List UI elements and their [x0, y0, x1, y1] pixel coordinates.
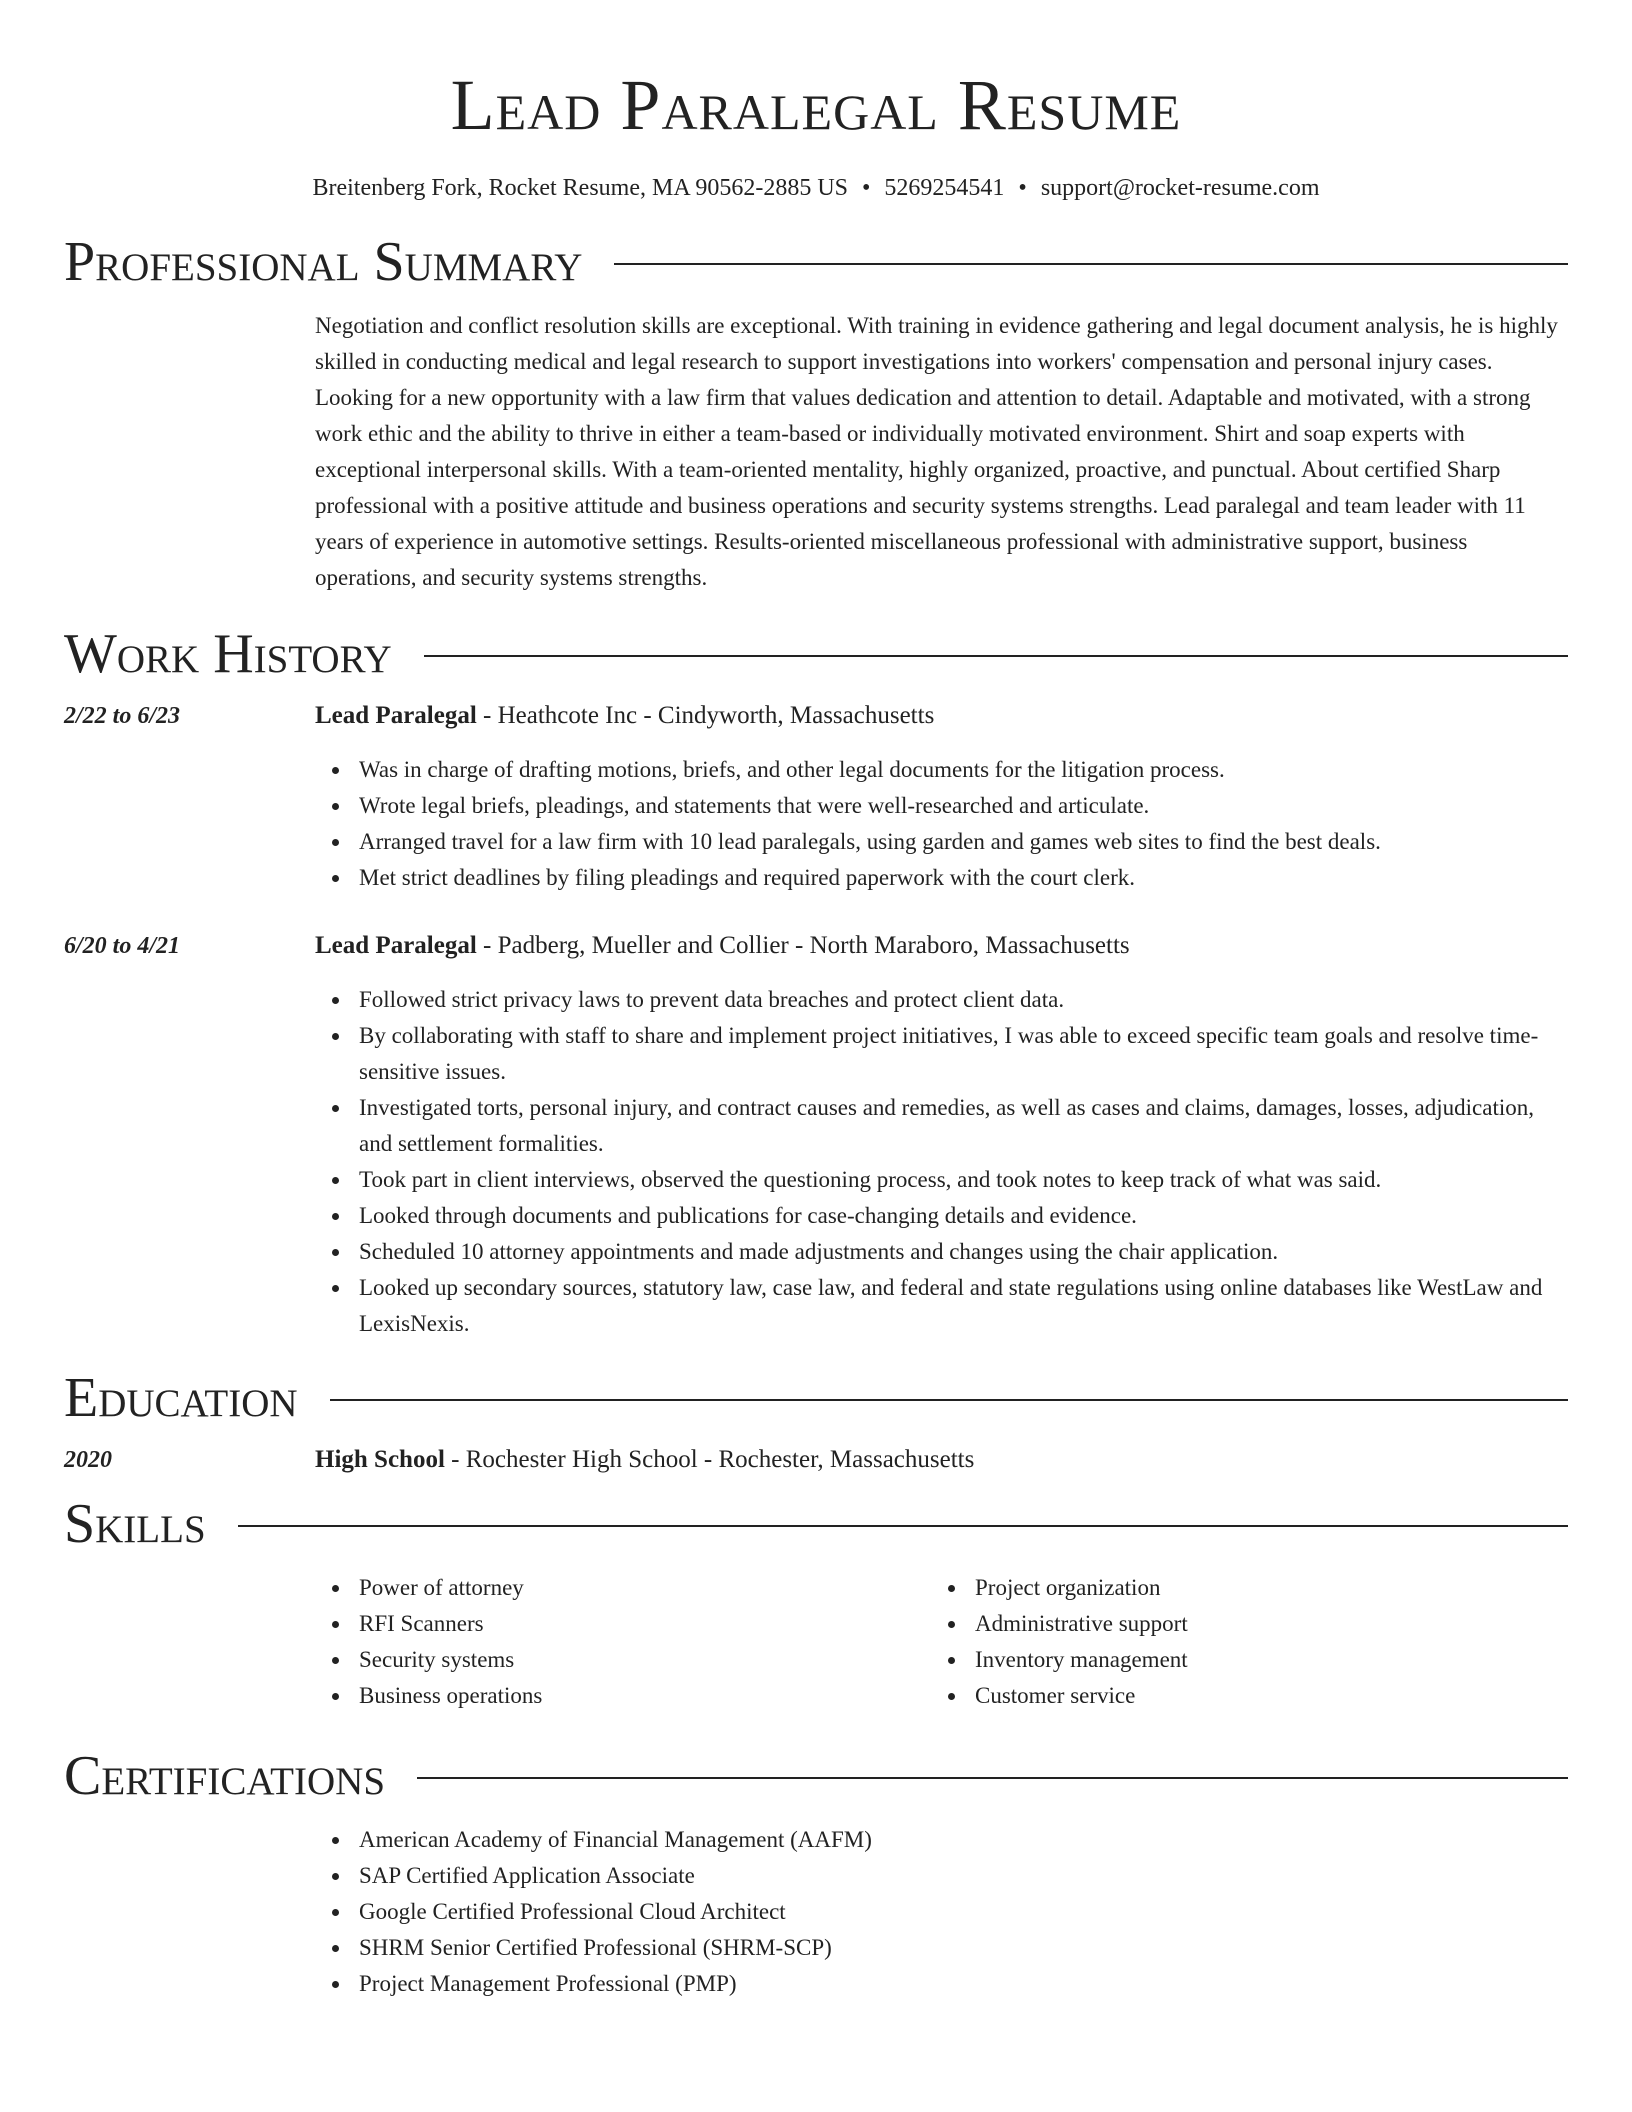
list-item: Looked through documents and publications for case-changing details and evidence.	[359, 1198, 1568, 1234]
skills-column-right	[681, 1570, 1297, 1714]
education-heading: Education	[64, 1367, 298, 1429]
certifications-section-heading	[64, 1744, 1568, 1808]
list-item: Administrative support	[975, 1606, 1297, 1642]
education-school: - Rochester High School - Rochester, Massachusetts	[444, 1446, 975, 1473]
education-year: 2020	[64, 1447, 112, 1473]
education-section-heading	[64, 1366, 1568, 1430]
list-item: Project Management Professional (PMP)	[359, 1966, 1568, 2002]
work-section-heading	[64, 622, 1568, 686]
contact-email: support@rocket-resume.com	[1040, 175, 1320, 201]
job-title: Lead Paralegal	[315, 932, 477, 959]
list-item: Met strict deadlines by filing pleadings and required paperwork with the court clerk.	[359, 860, 1568, 896]
job-role	[315, 928, 1130, 964]
certifications-list	[64, 1822, 1568, 2002]
job-entry	[64, 928, 1568, 1342]
job-employer: - Heathcote Inc - Cindyworth, Massachusetts	[476, 702, 935, 729]
contact-phone: 5269254541	[884, 175, 1005, 201]
list-item: Inventory management	[975, 1642, 1297, 1678]
list-item: Security systems	[359, 1642, 681, 1678]
list-item: By collaborating with staff to share and implement project initiatives, I was able to exceed specific team goals and resolve time-sensitive issues.	[359, 1018, 1568, 1090]
summary-heading: Professional Summary	[64, 231, 583, 293]
job-bullets	[64, 982, 1568, 1342]
contact-separator: •	[1018, 175, 1027, 201]
list-item: SAP Certified Application Associate	[359, 1858, 1568, 1894]
list-item: Power of attorney	[359, 1570, 681, 1606]
list-item: Customer service	[975, 1678, 1297, 1714]
section-rule	[330, 1399, 1568, 1401]
list-item: American Academy of Financial Management (AAFM)	[359, 1822, 1568, 1858]
list-item: Investigated torts, personal injury, and contract causes and remedies, as well as cases and claims, damages, losses, adjudication, and settlement formalities.	[359, 1090, 1568, 1162]
skills-section-heading	[64, 1492, 1568, 1556]
job-entry	[64, 698, 1568, 896]
section-rule	[238, 1525, 1568, 1527]
list-item: Was in charge of drafting motions, briefs, and other legal documents for the litigation process.	[359, 752, 1568, 788]
section-rule	[424, 655, 1568, 657]
list-item: Google Certified Professional Cloud Architect	[359, 1894, 1568, 1930]
skills-list	[64, 1570, 1568, 1714]
contact-line	[64, 172, 1568, 204]
education-entry	[64, 1442, 1568, 1478]
job-bullets	[64, 752, 1568, 896]
work-heading: Work History	[64, 623, 392, 685]
summary-section-heading	[64, 230, 1568, 294]
resume-page	[64, 0, 1568, 2002]
job-employer: - Padberg, Mueller and Collier - North Maraboro, Massachusetts	[476, 932, 1130, 959]
list-item: RFI Scanners	[359, 1606, 681, 1642]
job-header	[64, 928, 1568, 964]
contact-address: Breitenberg Fork, Rocket Resume, MA 90562-2885 US	[312, 175, 848, 201]
list-item: Project organization	[975, 1570, 1297, 1606]
education-degree-line	[315, 1442, 974, 1478]
list-item: Business operations	[359, 1678, 681, 1714]
job-title: Lead Paralegal	[315, 702, 477, 729]
list-item: Arranged travel for a law firm with 10 lead paralegals, using garden and games web sites to find the best deals.	[359, 824, 1568, 860]
job-header	[64, 698, 1568, 734]
list-item: Followed strict privacy laws to prevent data breaches and protect client data.	[359, 982, 1568, 1018]
resume-title: Lead Paralegal Resume	[450, 65, 1182, 145]
skills-column-left	[64, 1570, 681, 1714]
summary-text: Negotiation and conflict resolution skills are exceptional. With training in evidence gathering and legal document analysis, he is highly skilled in conducting medical and legal research to support investigations into workers' compensation and personal injury cases. Looking for a new opportunity with a law firm that values dedication and attention to detail. Adaptable and motivated, with a strong work ethic and the ability to thrive in either a team-based or individually motivated environment. Shirt and soap experts with exceptional interpersonal skills. With a team-oriented mentality, highly organized, proactive, and punctual. About certified Sharp professional with a positive attitude and business operations and security systems strengths. Lead paralegal and team leader with 11 years of experience in automotive settings. Results-oriented miscellaneous professional with administrative support, business operations, and security systems strengths.	[315, 313, 1558, 590]
job-role	[315, 698, 934, 734]
skills-heading: Skills	[64, 1493, 206, 1555]
education-degree: High School	[315, 1446, 445, 1473]
list-item: Wrote legal briefs, pleadings, and statements that were well-researched and articulate.	[359, 788, 1568, 824]
section-rule	[614, 263, 1568, 265]
list-item: SHRM Senior Certified Professional (SHRM-SCP)	[359, 1930, 1568, 1966]
list-item: Scheduled 10 attorney appointments and made adjustments and changes using the chair application.	[359, 1234, 1568, 1270]
certifications-heading: Certifications	[64, 1745, 386, 1807]
job-dates: 6/20 to 4/21	[64, 933, 181, 959]
list-item: Looked up secondary sources, statutory law, case law, and federal and state regulations using online databases like WestLaw and LexisNexis.	[359, 1270, 1568, 1342]
job-dates: 2/22 to 6/23	[64, 703, 181, 729]
contact-separator: •	[862, 175, 871, 201]
section-rule	[417, 1777, 1568, 1779]
list-item: Took part in client interviews, observed the questioning process, and took notes to keep track of what was said.	[359, 1162, 1568, 1198]
